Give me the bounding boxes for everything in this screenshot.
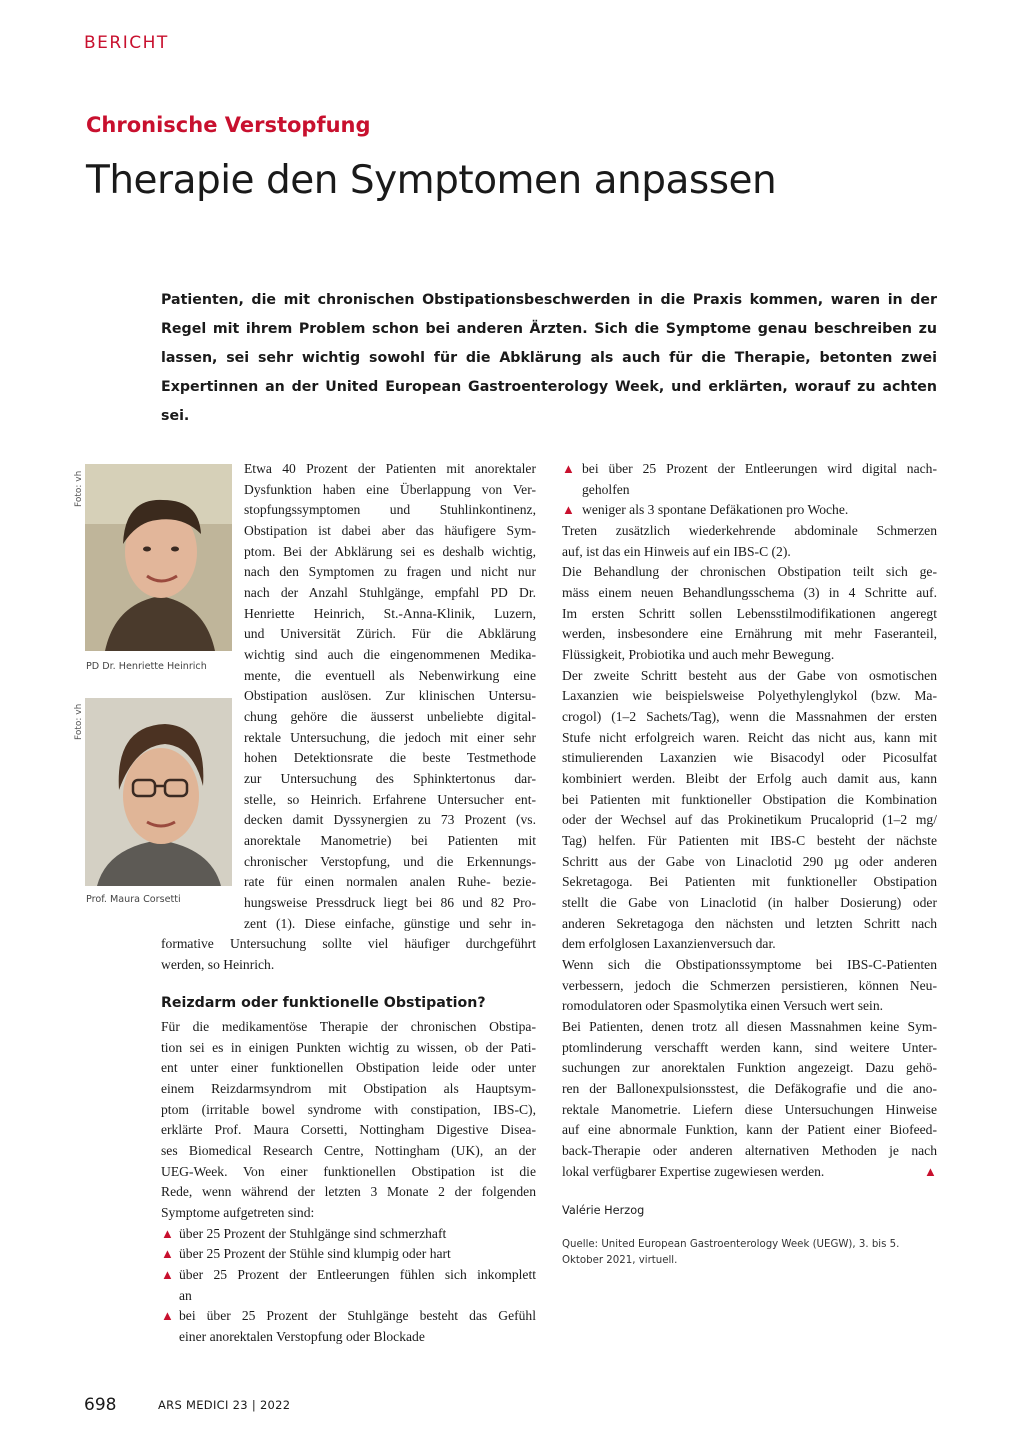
text-line: auf eine abnormale Funktion, kann der Patient einer Biofeed- (562, 1122, 937, 1137)
text-line: UEG-Week. Von einer funktionellen Obstipation ist die (161, 1164, 536, 1179)
article-kicker: Chronische Verstopfung (86, 113, 371, 137)
page-number: 698 (84, 1395, 117, 1415)
text-line: lokal verfügbarer Expertise zugewiesen werden. (562, 1164, 825, 1179)
text-line: stimulierenden Laxanzien wie Bisacodyl oder Picosulfat (562, 750, 937, 765)
bullet-text: weniger als 3 spontane Defäkationen pro Woche. (582, 502, 849, 517)
text-line: Henriette Heinrich, St.-Anna-Klinik, Luzern, (244, 606, 536, 621)
text-line: Obstipation ist dabei aber das häufigere Sym- (244, 523, 536, 538)
text-line: stopfungssymptomen und Stuhlinkontinenz, (244, 502, 536, 517)
portrait-photo-heinrich (85, 464, 232, 651)
bullet-text: an (179, 1288, 192, 1303)
text-line: Sekretagoga. Bei Patienten mit funktioneller Obstipation (562, 874, 937, 889)
text-line: rektale Manometrie. Liefern diese Untersuchungen Hinweise (562, 1102, 937, 1117)
text-line: ent unter einer funktionellen Obstipation leide oder unter (161, 1060, 536, 1075)
bullet-text: bei über 25 Prozent der Stuhlgänge besteht das Gefühl (179, 1308, 536, 1323)
text-line: Der zweite Schritt besteht aus der Gabe von osmotischen (562, 668, 937, 683)
text-line: formative Untersuchung sollte viel häufiger durchgeführt (161, 936, 536, 951)
author-name: Valérie Herzog (562, 1204, 645, 1217)
bullet-text: geholfen (582, 482, 630, 497)
bullet-text: über 25 Prozent der Stuhlgänge sind schmerzhaft (179, 1226, 447, 1241)
text-line: Symptome aufgetreten sind: (161, 1205, 315, 1220)
text-line: auf, ist das ein Hinweis auf ein IBS-C (2). (562, 544, 791, 559)
section-subhead: Reizdarm oder funktionelle Obstipation? (161, 995, 486, 1011)
text-line: Schritt aus der Gabe von Linaclotid 290 µg oder anderen (562, 854, 937, 869)
text-line: werden, insbesondere eine Ernährung mit mehr Faseranteil, (562, 626, 937, 641)
bullet-text: einer anorektalen Verstopfung oder Blockade (179, 1329, 425, 1344)
article-headline: Therapie den Symptomen anpassen (86, 158, 777, 203)
text-line: wichtig sind auch die eingenommenen Medika- (244, 647, 536, 662)
text-line: Etwa 40 Prozent der Patienten mit anorektaler (244, 461, 536, 476)
text-line: bei Patienten mit funktioneller Obstipation die Kombination (562, 792, 937, 807)
text-line: zur Untersuchung des Sphinktertonus dar- (244, 771, 536, 786)
photo-credit: Foto: vh (74, 703, 84, 740)
text-line: und Universität Zürich. Für die Abklärung (244, 626, 536, 641)
text-line: Rede, wenn während der letzten 3 Monate 2 der folgenden (161, 1184, 536, 1199)
bullet-text: bei über 25 Prozent der Entleerungen wird digital nach- (582, 461, 937, 476)
text-line: werden, so Heinrich. (161, 957, 275, 972)
text-line: stelle, so Heinrich. Erfahrene Untersucher ent- (244, 792, 536, 807)
text-line: ptom. Bei der Abklärung sei es deshalb wichtig, (244, 544, 536, 559)
bullet-text: über 25 Prozent der Entleerungen fühlen sich inkomplett (179, 1267, 536, 1282)
text-line: rate für einen normalen analen Ruhe- bezie- (244, 874, 536, 889)
text-line: einem Reizdarmsyndrom mit Obstipation als Hauptsym- (161, 1081, 536, 1096)
text-line: Flüssigkeit, Probiotika und auch mehr Bewegung. (562, 647, 835, 662)
section-label: BERICHT (84, 33, 169, 53)
text-line: Stufe nicht erfolgreich waren. Reicht das nicht aus, kann mit (562, 730, 937, 745)
text-line: nach der Anzahl Stuhlgänge, empfahl PD Dr. (244, 585, 536, 600)
text-line: hohen Detektionsrate die beste Testmethode (244, 750, 536, 765)
text-line: chung gehöre die äusserst unbeliebte digital- (244, 709, 536, 724)
text-line: Treten zusätzlich wiederkehrende abdominale Schmerzen (562, 523, 937, 538)
bullet-text: über 25 Prozent der Stühle sind klumpig oder hart (179, 1246, 451, 1261)
text-line: mäss einem neuen Behandlungsschema (3) in 4 Schritte auf. (562, 585, 937, 600)
text-line: oder der Wechsel auf das Prokinetikum Prucaloprid (1–2 mg/ (562, 812, 937, 827)
triangle-bullet-icon: ▲ (161, 1308, 174, 1323)
text-line: suchungen zur anorektalen Funktion angezeigt. Dazu gehö- (562, 1060, 937, 1075)
text-line: ptomlinderung verschafft werden kann, sind weitere Unter- (562, 1040, 937, 1055)
triangle-bullet-icon: ▲ (161, 1267, 174, 1282)
text-line: Obstipation auslösen. Zur klinischen Untersu- (244, 688, 536, 703)
text-line: Für die medikamentöse Therapie der chronischen Obstipa- (161, 1019, 536, 1034)
text-line: hungsweise Pressdruck liegt bei 86 und 82 Pro- (244, 895, 536, 910)
text-line: Laxanzien wie beispielsweise Polyethylenglykol (bzw. Ma- (562, 688, 937, 703)
portrait-photo-corsetti (85, 698, 232, 886)
text-line: romodulatoren oder Spasmolytika einen Versuch wert sein. (562, 998, 884, 1013)
text-line: crogol) (1–2 Sachets/Tag), wenn die Massnahmen der ersten (562, 709, 937, 724)
text-line: decken damit Dyssynergien zu 73 Prozent (vs. (244, 812, 536, 827)
triangle-bullet-icon: ▲ (161, 1246, 174, 1261)
triangle-bullet-icon: ▲ (161, 1226, 174, 1241)
triangle-bullet-icon: ▲ (562, 461, 575, 476)
text-line: chronischer Verstopfung, und die Erkennungs- (244, 854, 536, 869)
text-line: stellt die Gabe von Linaclotid (in halber Dosierung) oder (562, 895, 937, 910)
text-line: kombiniert werden. Bleibt der Erfolg auch damit aus, kann (562, 771, 937, 786)
text-line: back-Therapie oder anderen alternativen Methoden je nach (562, 1143, 937, 1158)
text-line: rektale Untersuchung, die jedoch mit einer sehr (244, 730, 536, 745)
text-line: Im ersten Schritt sollen Lebensstilmodifikationen angeregt (562, 606, 937, 621)
photo-caption: Prof. Maura Corsetti (86, 894, 181, 905)
text-line: dem erfolglosen Laxanzienversuch dar. (562, 936, 776, 951)
text-line: Die Behandlung der chronischen Obstipation teilt sich ge- (562, 564, 937, 579)
text-line: zent (1). Diese einfache, günstige und sehr in- (244, 916, 536, 931)
text-line: anderen Sekretagoga den nächsten und letzten Schritt nach (562, 916, 937, 931)
journal-issue: ARS MEDICI 23 | 2022 (158, 1398, 291, 1412)
text-line: ses Biomedical Research Centre, Nottingham (UK), an der (161, 1143, 536, 1158)
triangle-bullet-icon: ▲ (562, 502, 575, 517)
lead-paragraph: Patienten, die mit chronischen Obstipationsbeschwerden in die Praxis kommen, waren in der Regel mit ihrem Problem schon bei anderen Ärzten. Sich die Symptome genau beschreiben zu lassen, sei sehr wichtig sowohl für die Abklärung als auch für die Therapie, betonten zwei Expertinnen an der United European Gastroenterology Week, und erklärten, worauf zu achten sei. (161, 292, 937, 424)
text-line: Tag) helfen. Für Patienten mit IBS-C besteht der nächste (562, 833, 937, 848)
source-note: Quelle: United European Gastroenterology Week (UEGW), 3. bis 5. Oktober 2021, virtuell. (562, 1239, 900, 1266)
text-line: nach den Symptomen zu fragen und nicht nur (244, 564, 536, 579)
text-line: verbessern, jedoch die Schmerzen persistieren, können Neu- (562, 978, 937, 993)
text-line: mente, die eventuell als Nebenwirkung eine (244, 668, 536, 683)
text-line: tion sei es in einigen Punkten wichtig zu wissen, ob der Pati- (161, 1040, 536, 1055)
text-line: ptom (irritable bowel syndrome with constipation, IBS-C), (161, 1102, 536, 1117)
end-mark-triangle-icon: ▲ (924, 1164, 937, 1179)
text-line: ren der Ballonexpulsionsstest, die Defäkografie und die ano- (562, 1081, 937, 1096)
text-line: Bei Patienten, denen trotz all diesen Massnahmen keine Sym- (562, 1019, 937, 1034)
text-line: anorektale Manometrie) bei Patienten mit (244, 833, 536, 848)
photo-credit: Foto: vh (74, 470, 84, 507)
text-line: Wenn sich die Obstipationssymptome bei IBS-C-Patienten (562, 957, 937, 972)
photo-caption: PD Dr. Henriette Heinrich (86, 661, 207, 672)
text-line: erklärte Prof. Maura Corsetti, Nottingham Digestive Disea- (161, 1122, 536, 1137)
text-line: Dysfunktion haben eine Überlappung von Ver- (244, 482, 536, 497)
